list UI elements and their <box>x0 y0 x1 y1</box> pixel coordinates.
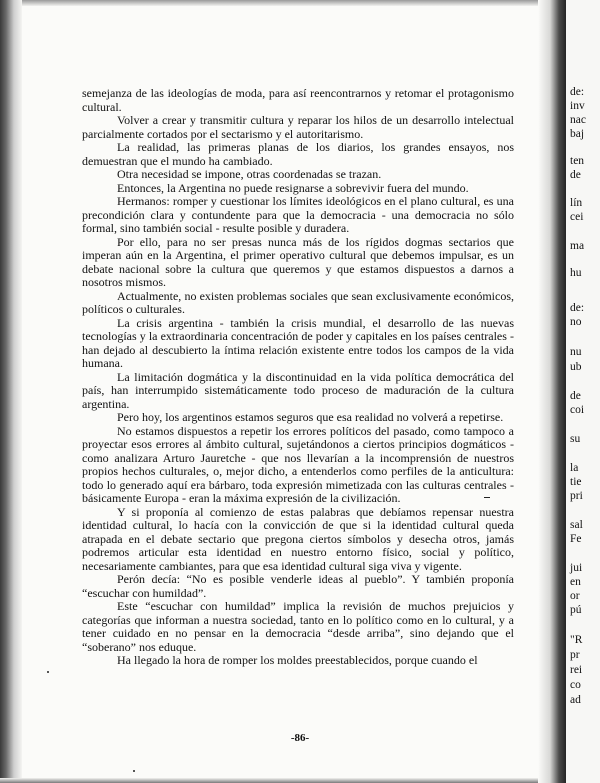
page-left-shadow <box>0 0 22 783</box>
facing-page-fragment: en <box>570 576 581 588</box>
facing-page-fragment: lín <box>570 197 583 209</box>
page-bottom-shadow <box>0 778 600 783</box>
paragraph: Por ello, para no ser presas nunca más de los rígidos dogmas sectarios que imperan aún en la Argentina, el primer operativo cultural que debemos impulsar, es un debate nacional sobre la cultura que queremos y que estamos dispuestos a darnos a nosotros mismos. <box>82 234 514 289</box>
body-text <box>82 87 514 668</box>
facing-page-fragment: ub <box>570 361 582 373</box>
facing-page-fragment: rei <box>570 664 583 676</box>
facing-page-fragment: jui <box>570 562 583 574</box>
paragraph: Pero hoy, los argentinos estamos seguros que esa realidad no volverá a repetirse. <box>117 410 504 424</box>
paragraph: semejanza de las ideologías de moda, para así reencontrarnos y retomar el protagonismo cultural. <box>82 86 514 114</box>
page-top-shadow <box>0 0 600 6</box>
paragraph: Entonces, la Argentina no puede resignarse a sobrevivir fuera del mundo. <box>117 180 469 195</box>
facing-page-fragment: baj <box>570 128 585 140</box>
facing-page-fragment: de <box>570 169 581 181</box>
facing-page-fragment: hu <box>570 267 582 279</box>
paragraph: No estamos dispuestos a repetir los errores políticos del pasado, como tampoco a proyectar esos errores al ámbito cultural, sujetándonos a ciertos principios dogmáticos - como analizara Arturo Jauretche - que nos llevarían a la incomprensión de nuestros propios hechos culturales, o, mejor dicho, a entenderlos como perfiles de la anticultura: todo lo generado aquí era bárbaro, toda expresión mimetizada con las culturas centrales - básicamente Europa - eran la máxima expresión de la civilización. <box>82 423 514 505</box>
facing-page-fragment: ma <box>570 240 585 252</box>
paragraph: Hermanos: romper y cuestionar los límites ideológicos en el plano cultural, es una precondición clara y contundente para que la democracia - una democracia no sólo formal, sino también social - resulte posible y duradera. <box>82 194 514 235</box>
facing-page-fragment: sal <box>570 519 583 531</box>
paragraph: La realidad, las primeras planas de los diarios, los grandes ensayos, nos demuestran que el mundo ha cambiado. <box>82 140 514 168</box>
scan-speck <box>484 497 490 498</box>
facing-page-fragment: nu <box>570 346 582 358</box>
paragraph: Perón decía: “No es posible venderle ideas al pueblo”. Y también proponía “escuchar con humildad”. <box>82 572 514 600</box>
facing-page-fragment: nac <box>570 114 586 126</box>
facing-page-fragment: coi <box>570 404 585 416</box>
page-number: -86- <box>290 732 310 744</box>
facing-page-fragment: pr <box>570 649 580 661</box>
facing-page-fragment: or <box>570 590 580 602</box>
facing-page-fragment: inv <box>570 100 585 112</box>
facing-page-fragment: tie <box>570 476 582 488</box>
facing-page-fragment: "R <box>570 634 583 646</box>
paragraph: La crisis argentina - también la crisis mundial, el desarrollo de las nuevas tecnologías y la extraordinaria concentración de poder y capitales en los países centrales - han dejado al descubierto la íntima relación existente entre todos los campos de la vida humana. <box>82 315 514 370</box>
facing-page-fragment: ad <box>570 694 581 706</box>
book-gutter <box>538 0 568 783</box>
facing-page-fragment: su <box>570 433 581 445</box>
facing-page-fragment: la <box>570 462 579 474</box>
facing-page-fragment: Fe <box>570 533 582 545</box>
facing-page-fragment: pú <box>570 604 582 616</box>
facing-page-fragment: cei <box>570 211 584 223</box>
facing-page-edge <box>566 0 600 783</box>
facing-page-fragment: de <box>570 390 581 402</box>
facing-page-fragment: de: <box>570 86 585 98</box>
paragraph: La limitación dogmática y la discontinuidad en la vida política democrática del país, han interrumpido sistemáticamente todo proceso de maduración de la cultura argentina. <box>82 369 514 411</box>
facing-page-fragment: ten <box>570 155 585 167</box>
scan-speck <box>133 770 135 772</box>
facing-page-fragment: de: <box>570 302 585 314</box>
paragraph: Otra necesidad se impone, otras coordenadas se trazan. <box>117 167 382 181</box>
paragraph: Y si proponía al comienzo de estas palabras que debíamos repensar nuestra identidad cultural, lo hacía con la convicción de que si la identidad cultural queda atrapada en el debate sectario que pregona ciertos símbolos y desecha otros, jamás podremos articular esta identidad en nuestro entorno físico, social y político, necesariamente cambiantes, para que esa identidad cultural siga viva y vigente. <box>82 504 514 573</box>
scan-speck <box>47 671 49 673</box>
facing-page-fragment: pri <box>570 490 583 502</box>
paragraph: Este “escuchar con humildad” implica la revisión de muchos prejuicios y categorías que informan a nuestra sociedad, tanto en lo político como en lo cultural, y a tener cuidado en no pensar en la democracia “desde arriba”, sino dejando que el “soberano” nos eduque. <box>82 599 514 654</box>
paragraph: Volver a crear y transmitir cultura y reparar los hilos de un desarrollo intelectual parcialmente cortados por el sectarismo y el autoritarismo. <box>82 113 514 141</box>
paragraph: Actualmente, no existen problemas sociales que sean exclusivamente económicos, políticos o culturales. <box>82 288 514 316</box>
facing-page-fragment: no <box>570 316 582 328</box>
paragraph: Ha llegado la hora de romper los moldes preestablecidos, porque cuando el <box>117 653 478 667</box>
facing-page-fragment: co <box>570 679 581 691</box>
